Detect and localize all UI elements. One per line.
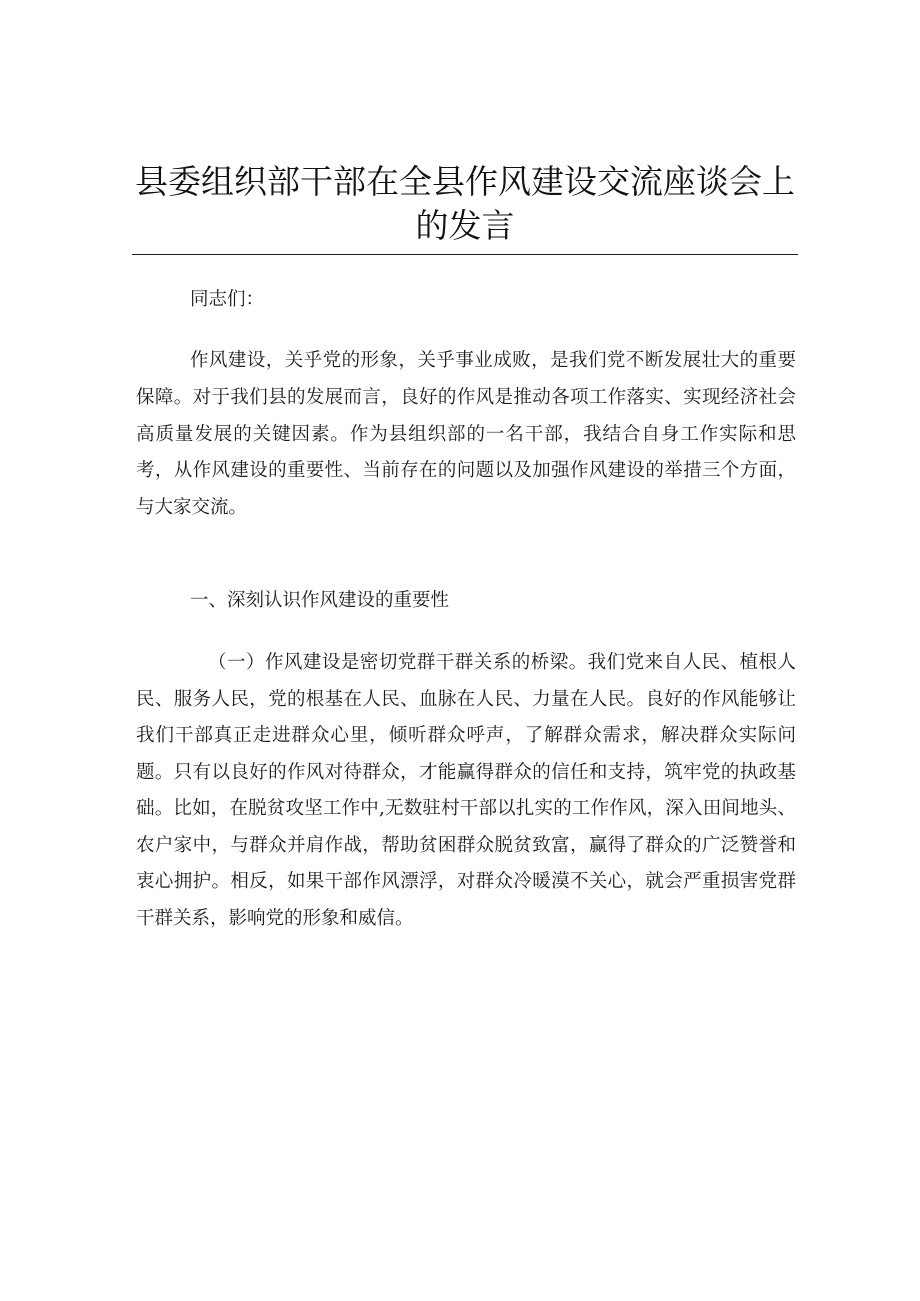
title-line-1: 县委组织部干部在全县作风建设交流座谈会上 (135, 162, 795, 201)
salutation: 同志们： (190, 289, 265, 310)
title-divider (132, 254, 798, 255)
title-line-2: 的发言 (415, 206, 515, 245)
document-title (132, 160, 798, 248)
section-1-paragraph-1: （一）作风建设是密切党群干群关系的桥梁。我们党来自人民、植根人民、服务人民，党的根基在人民、血脉在人民、力量在人民。良好的作风能够让我们干部真正走进群众心里，倾听群众呼声，了解群众需求，解决群众实际问题。只有以良好的作风对待群众，才能赢得群众的信任和支持，筑牢党的执政基础。比如，在脱贫攻坚工作中,无数驻村干部以扎实的工作作风，深入田间地头、农户家中，与群众并肩作战，帮助贫困群众脱贫致富，赢得了群众的广泛赞誉和衷心拥护。相反，如果干部作风漂浮，对群众冷暖漠不关心，就会严重损害党群干群关系，影响党的形象和威信。 (136, 652, 796, 929)
intro-paragraph: 作风建设，关乎党的形象，关乎事业成败，是我们党不断发展壮大的重要保障。对于我们县的发展而言，良好的作风是推动各项工作落实、实现经济社会高质量发展的关键因素。作为县组织部的一名干部，我结合自身工作实际和思考，从作风建设的重要性、当前存在的问题以及加强作风建设的举措三个方面，与大家交流。 (136, 350, 796, 519)
section-heading-1: 一、深刻认识作风建设的重要性 (190, 590, 450, 611)
